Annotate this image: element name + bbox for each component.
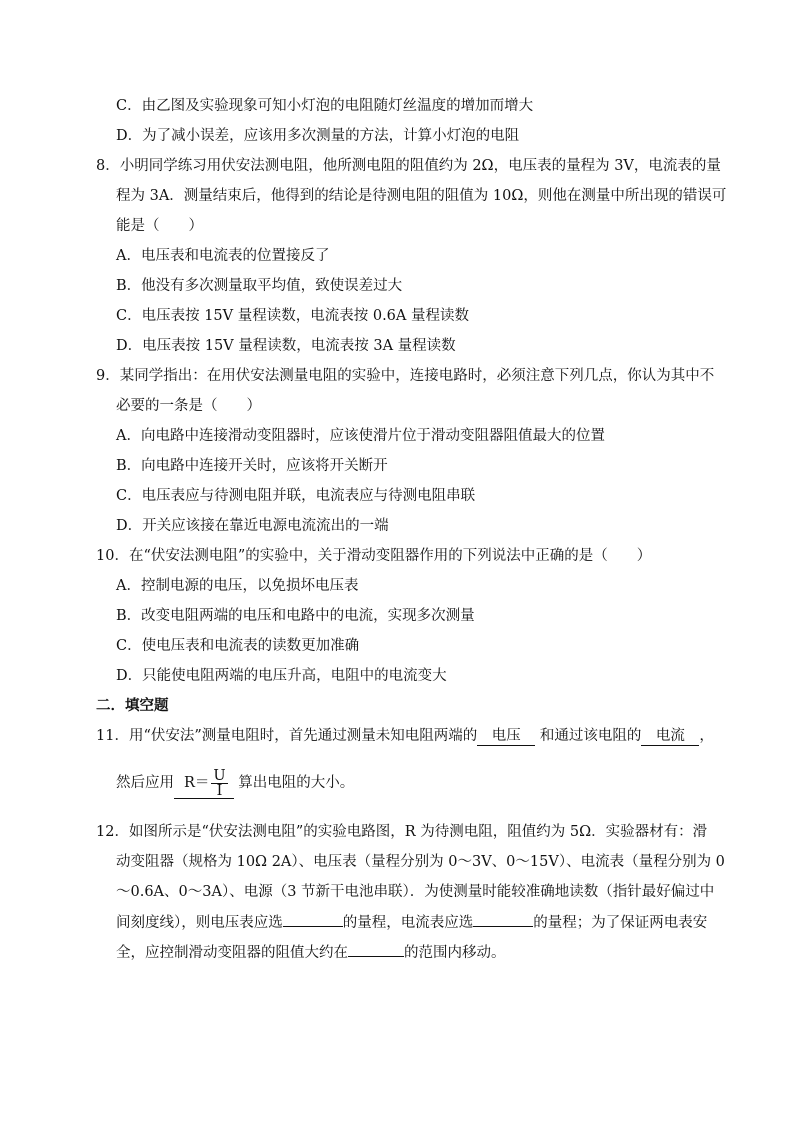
question-12-line-3: ～0.6A、0～3A）、电源（3 节新干电池串联）．为使测量时能较准确地读数（指针最好偏过中 [116,884,715,900]
rheostat-range-blank[interactable] [348,942,404,957]
question-8-line-3: 能是（ ） [116,218,203,234]
q11-text-5: 算出电阻的大小。 [238,775,355,791]
voltmeter-range-blank[interactable] [283,912,343,927]
question-12-line-4 [116,912,707,933]
question-9-option-d: D．开关应该接在靠近电源电流流出的一端 [116,518,389,534]
question-11-line-1 [96,726,714,746]
q12-text-4: 全，应控制滑动变阻器的阻值大约在 [116,945,348,961]
question-11-line-2 [116,768,354,799]
question-8-line-1: 8．小明同学练习用伏安法测电阻，他所测电阻的阻值约为 2Ω，电压表的量程为 3V，电流表的量 [96,158,721,174]
q12-text-2: 的量程，电流表应选 [342,915,474,931]
question-8-option-d: D．电压表按 15V 量程读数，电流表按 3A 量程读数 [116,338,456,354]
q11-answer-voltage: 电压 [477,727,535,746]
question-10-option-d: D．只能使电阻两端的电压升高，电阻中的电流变大 [116,668,447,684]
question-9-option-b: B．向电路中连接开关时，应该将开关断开 [116,458,388,474]
q11-text-3: ， [699,728,714,744]
question-8-option-c: C．电压表按 15V 量程读数，电流表按 0.6A 量程读数 [116,308,469,324]
section-heading: 二．填空题 [96,697,169,714]
formula-lhs: R＝ [184,775,210,791]
question-10-option-b: B．改变电阻两端的电压和电路中的电流，实现多次测量 [116,608,475,624]
question-12-line-2: 动变阻器（规格为 10Ω 2A）、电压表（量程分别为 0～3V、0～15V）、电流表（量程分别为 0 [116,854,725,870]
question-8-option-b: B．他没有多次测量取平均值，致使误差过大 [116,278,403,294]
question-10-option-a: A．控制电源的电压，以免损坏电压表 [116,578,359,594]
option-d-line: D．为了减小误差，应该用多次测量的方法，计算小灯泡的电阻 [116,128,520,144]
q11-text-2: 和通过该电阻的 [539,728,642,744]
fraction-numerator: U [213,767,226,784]
fraction-denominator: I [216,782,223,799]
question-10-line-1: 10．在“伏安法测电阻”的实验中，关于滑动变阻器作用的下列说法中正确的是（ ） [96,548,652,564]
q12-text-5: 的范围内移动。 [404,945,506,961]
q11-text-1: 11．用“伏安法”测量电阻时，首先通过测量未知电阻两端的 [96,728,478,744]
q11-formula [174,768,234,799]
question-8-line-2: 程为 3A．测量结束后，他得到的结论是待测电阻的阻值为 10Ω，则他在测量中所出现的错误可 [116,188,727,204]
q11-answer-current: 电流 [641,727,699,746]
question-10-option-c: C．使电压表和电流表的读数更加准确 [116,638,360,654]
formula-fraction [211,769,227,798]
question-9-option-c: C．电压表应与待测电阻并联，电流表应与待测电阻串联 [116,488,476,504]
ammeter-range-blank[interactable] [473,912,533,927]
q12-text-1: 间刻度线），则电压表应选 [116,915,283,931]
question-9-line-1: 9．某同学指出：在用伏安法测量电阻的实验中，连接电路时，必须注意下列几点，你认为其中不 [96,368,715,384]
question-8-option-a: A．电压表和电流表的位置接反了 [116,248,330,264]
question-9-option-a: A．向电路中连接滑动变阻器时，应该使滑片位于滑动变阻器阻值最大的位置 [116,428,605,444]
question-9-line-2: 必要的一条是（ ） [116,398,261,414]
q12-text-3: 的量程；为了保证两电表安 [533,915,708,931]
q11-text-4: 然后应用 [116,775,174,791]
question-12-line-5 [116,942,506,963]
option-c-line: C．由乙图及实验现象可知小灯泡的电阻随灯丝温度的增加而增大 [116,98,534,114]
question-12-line-1: 12．如图所示是“伏安法测电阻”的实验电路图，R 为待测电阻，阻值约为 5Ω．实验器材有：滑 [96,824,708,840]
